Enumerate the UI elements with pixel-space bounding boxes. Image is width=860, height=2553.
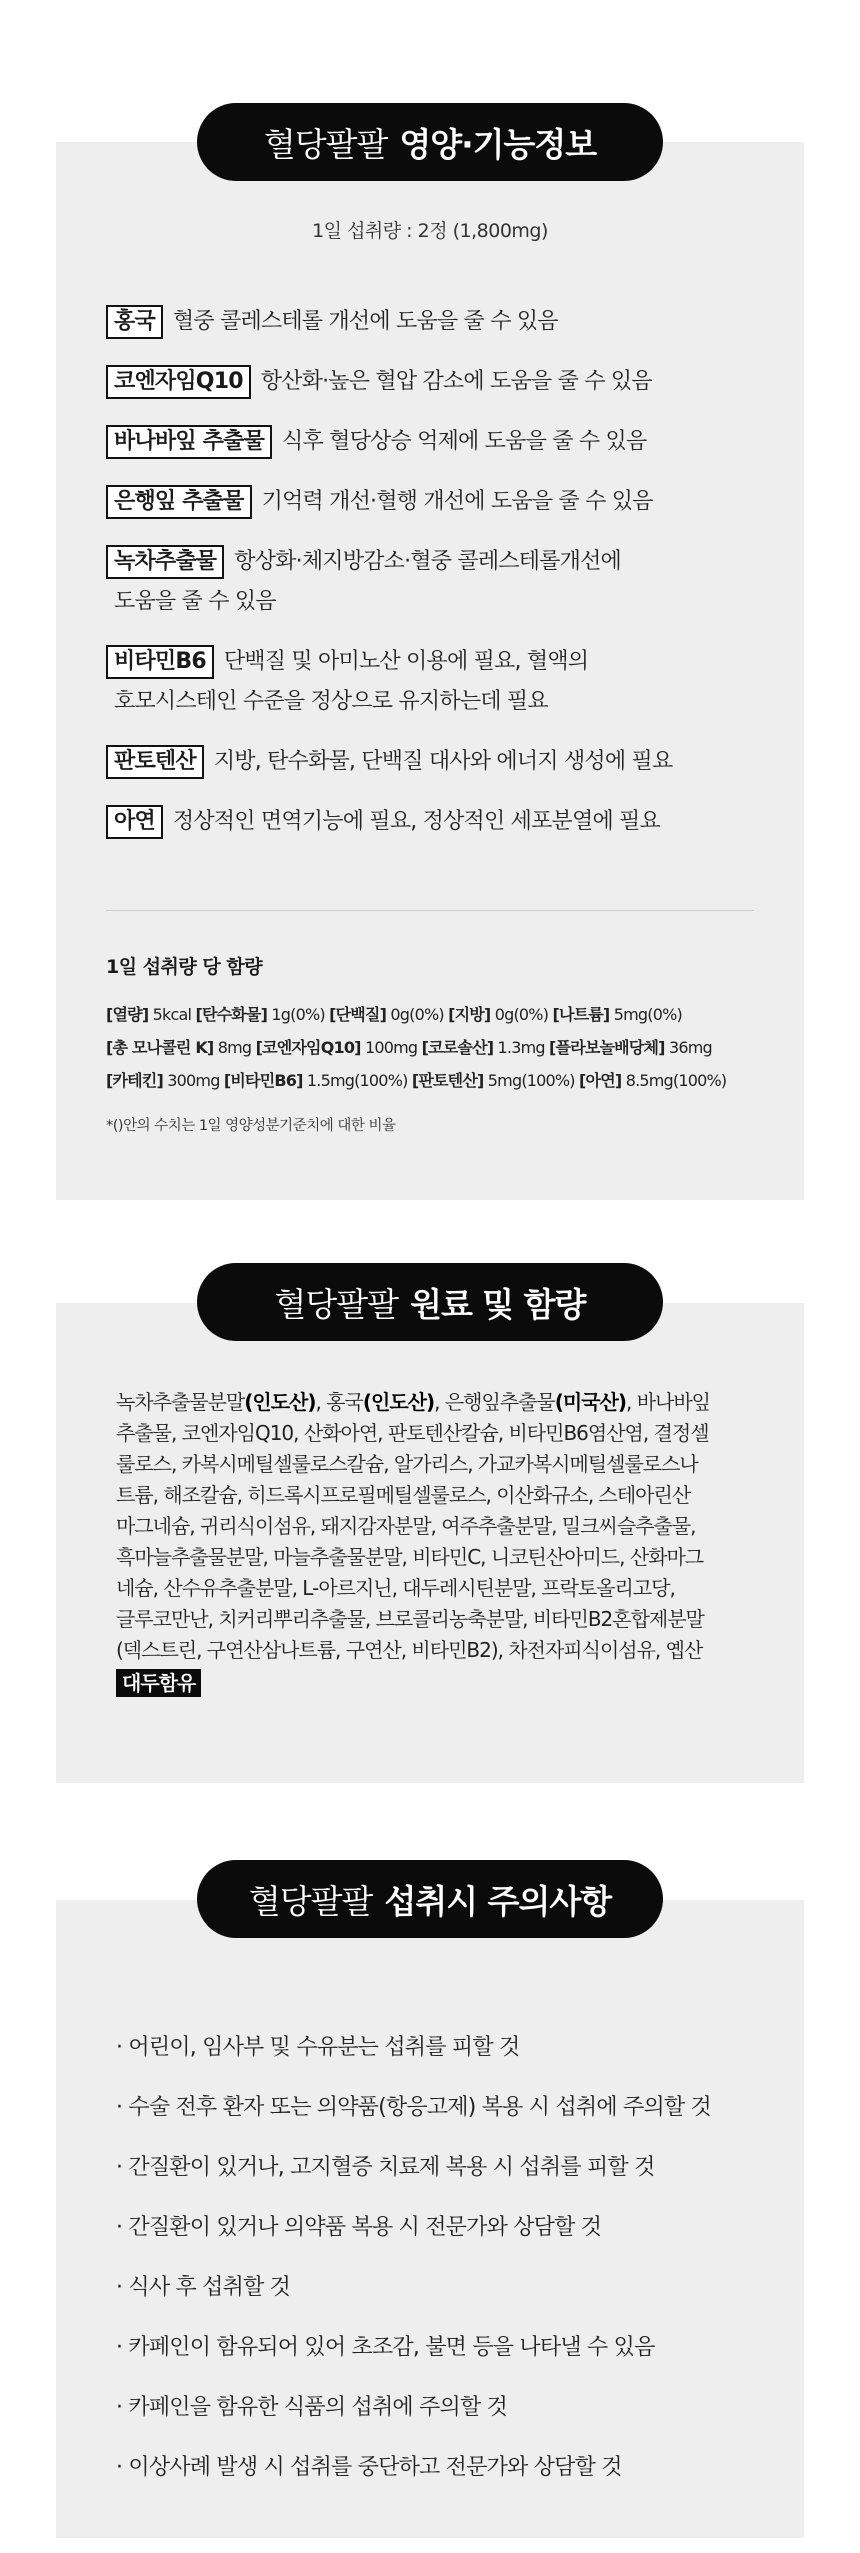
function-desc: 항산화·높은 혈압 감소에 도움을 줄 수 있음 [260,369,652,394]
title-bold: 원료 및 함량 [410,1284,586,1324]
function-row [106,482,764,522]
ingredient-line [116,1511,754,1542]
origin-label: (미국산) [554,1390,626,1414]
ingredient-line [116,1387,754,1418]
function-desc: 정상적인 면역기능에 필요, 정상적인 세포분열에 필요 [172,809,661,834]
function-tag: 판토텐산 [106,745,204,779]
function-tag: 녹차추출물 [106,545,224,579]
divider [106,910,754,911]
function-tag: 홍국 [106,305,163,339]
function-tag: 바나바잎 추출물 [106,425,272,459]
caution-item: · 카페인이 함유되어 있어 초조감, 불면 등을 나타낼 수 있음 [116,2335,655,2360]
nutrient-value: 100mg [365,1038,418,1057]
ingredient-text: , 홍국 [315,1390,363,1414]
title-light: 혈당팔팔 [263,124,388,164]
title-light: 혈당팔팔 [274,1284,399,1324]
nutrient-name: [열량] [106,1005,149,1024]
nutrient-value: 0g(0%) [390,1005,444,1024]
ingredient-line [116,1449,754,1480]
nutrient-name: [아연] [579,1071,622,1090]
per-day-line [106,1002,774,1025]
nutrient-name: [총 모나콜린 K] [106,1038,214,1057]
ingredient-line [116,1542,754,1573]
nutrition-title [197,103,663,181]
nutrient-name: [판토텐산] [411,1071,484,1090]
function-row [106,302,764,342]
nutrient-name: [코엔자임Q10] [255,1038,361,1057]
nutrient-value: 5mg(0%) [613,1005,682,1024]
nutrient-value: 8mg [217,1038,252,1057]
origin-label: (인도산) [244,1390,316,1414]
caution-item: · 어린이, 임사부 및 수유분는 섭취를 피할 것 [116,2035,520,2060]
ingredient-line [116,1480,754,1511]
ingredient-text: , 바나바잎 [626,1390,710,1414]
ingredients-title [197,1263,663,1341]
function-desc-cont: 도움을 줄 수 있음 [114,589,276,614]
function-desc: 단백질 및 아미노산 이용에 필요, 혈액의 [223,649,589,674]
nutrient-value: 1g(0%) [271,1005,325,1024]
caution-item: · 식사 후 섭취할 것 [116,2275,291,2300]
per-day-title: 1일 섭취량 당 함량 [106,956,263,978]
nutrient-value: 36mg [668,1038,712,1057]
ingredient-text: 흑마늘추출물분말, 마늘추출물분말, 비타민C, 니코틴산아미드, 산화마그 [116,1545,704,1569]
ingredient-text: (덱스트린, 구연산삼나트륨, 구연산, 비타민B2), 차전자피식이섬유, 옙산 [116,1638,703,1662]
origin-label: (인도산) [362,1390,435,1414]
ingredient-text: 룰로스, 카복시메틸셀룰로스칼슘, 알가리스, 가교카복시메틸셀룰로스나 [116,1452,698,1476]
nutrient-name: [플라보놀배당체] [549,1038,665,1057]
function-desc-cont: 호모시스테인 수준을 정상으로 유지하는데 필요 [114,689,548,714]
function-tag: 아연 [106,805,163,839]
title-bold: 섭취시 주의사항 [384,1881,612,1921]
nutrient-name: [단백질] [329,1005,387,1024]
per-day-line [106,1068,774,1091]
ingredients-panel [56,1303,804,1783]
ingredient-line [116,1573,754,1604]
ingredient-text: , 은행잎추출물 [434,1390,555,1414]
caution-item: · 이상사례 발생 시 섭취를 중단하고 전문가와 상담할 것 [116,2455,622,2480]
per-day-line [106,1035,774,1058]
ingredient-line [116,1418,754,1449]
ingredient-text: 녹차추출물분말 [116,1390,245,1414]
function-row [106,422,764,462]
caution-title [197,1860,663,1938]
function-desc: 항상화·체지방감소·혈중 콜레스테롤개선에 [234,549,621,574]
ingredient-text: 네슘, 산수유추출분말, L-아르지닌, 대두레시틴분말, 프락토올리고당, [116,1576,675,1600]
nutrient-value: 1.3mg [497,1038,545,1057]
caution-panel [56,1900,804,2538]
nutrient-name: [코로솔산] [421,1038,494,1057]
caution-item: · 수술 전후 환자 또는 의약품(항응고제) 복용 시 섭취에 주의할 것 [116,2095,711,2120]
ingredient-text: 트륨, 해조칼슘, 히드록시프로필메틸셀룰로스, 이산화규소, 스테아린산 [116,1483,691,1507]
function-row [106,742,764,782]
ingredient-line [116,1635,754,1666]
nutrient-value: 5kcal [152,1005,192,1024]
allergen-line [116,1668,754,1699]
nutrient-name: [카테킨] [106,1071,163,1090]
caution-item: · 간질환이 있거나, 고지혈증 치료제 복용 시 섭취를 피할 것 [116,2155,655,2180]
function-tag: 코엔자임Q10 [106,365,251,399]
function-row [106,542,764,622]
ingredient-line [116,1604,754,1635]
caution-item: · 카페인을 함유한 식품의 섭취에 주의할 것 [116,2395,508,2420]
function-row [106,642,764,722]
nutrient-name: [비타민B6] [223,1071,303,1090]
function-tag: 은행잎 추출물 [106,485,252,519]
ingredient-text: 글루코만난, 치커리뿌리추출물, 브로콜리농축분말, 비타민B2혼합제분말 [116,1607,704,1631]
function-desc: 혈중 콜레스테롤 개선에 도움을 줄 수 있음 [172,309,558,334]
nutrient-value: 0g(0%) [494,1005,549,1024]
function-tag: 비타민B6 [106,645,214,679]
nutrient-name: [탄수화물] [195,1005,268,1024]
nutrition-panel [56,142,804,1200]
ingredients-text [116,1387,754,1699]
nutrient-name: [나트륨] [552,1005,610,1024]
function-desc: 식후 혈당상승 억제에 도움을 줄 수 있음 [282,429,647,454]
title-bold: 영양·기능정보 [399,124,597,164]
function-desc: 지방, 탄수화물, 단백질 대사와 에너지 생성에 필요 [213,749,673,774]
title-light: 혈당팔팔 [248,1881,373,1921]
ingredient-text: 추출물, 코엔자임Q10, 산화아연, 판토텐산칼슘, 비타민B6염산염, 결정셀 [116,1421,709,1445]
caution-item: · 간질환이 있거나 의약품 복용 시 전문가와 상담할 것 [116,2215,602,2240]
nutrient-value: 1.5mg(100%) [306,1071,408,1090]
nutrient-value: 300mg [167,1071,220,1090]
function-desc: 기억력 개선·혈행 개선에 도움을 줄 수 있음 [261,489,653,514]
nutrient-value: 8.5mg(100%) [625,1071,727,1090]
nutrient-name: [지방] [448,1005,491,1024]
nutrient-value: 5mg(100%) [487,1071,575,1090]
ingredient-text: 마그네슘, 귀리식이섬유, 돼지감자분말, 여주추출분말, 밀크씨슬추출물, [116,1514,696,1538]
function-row [106,802,764,842]
function-row [106,362,764,402]
daily-dose: 1일 섭취량 : 2정 (1,800mg) [312,220,548,242]
allergen-badge: 대두함유 [116,1669,201,1697]
footnote: *()안의 수치는 1일 영양성분기준치에 대한 비율 [106,1118,396,1134]
